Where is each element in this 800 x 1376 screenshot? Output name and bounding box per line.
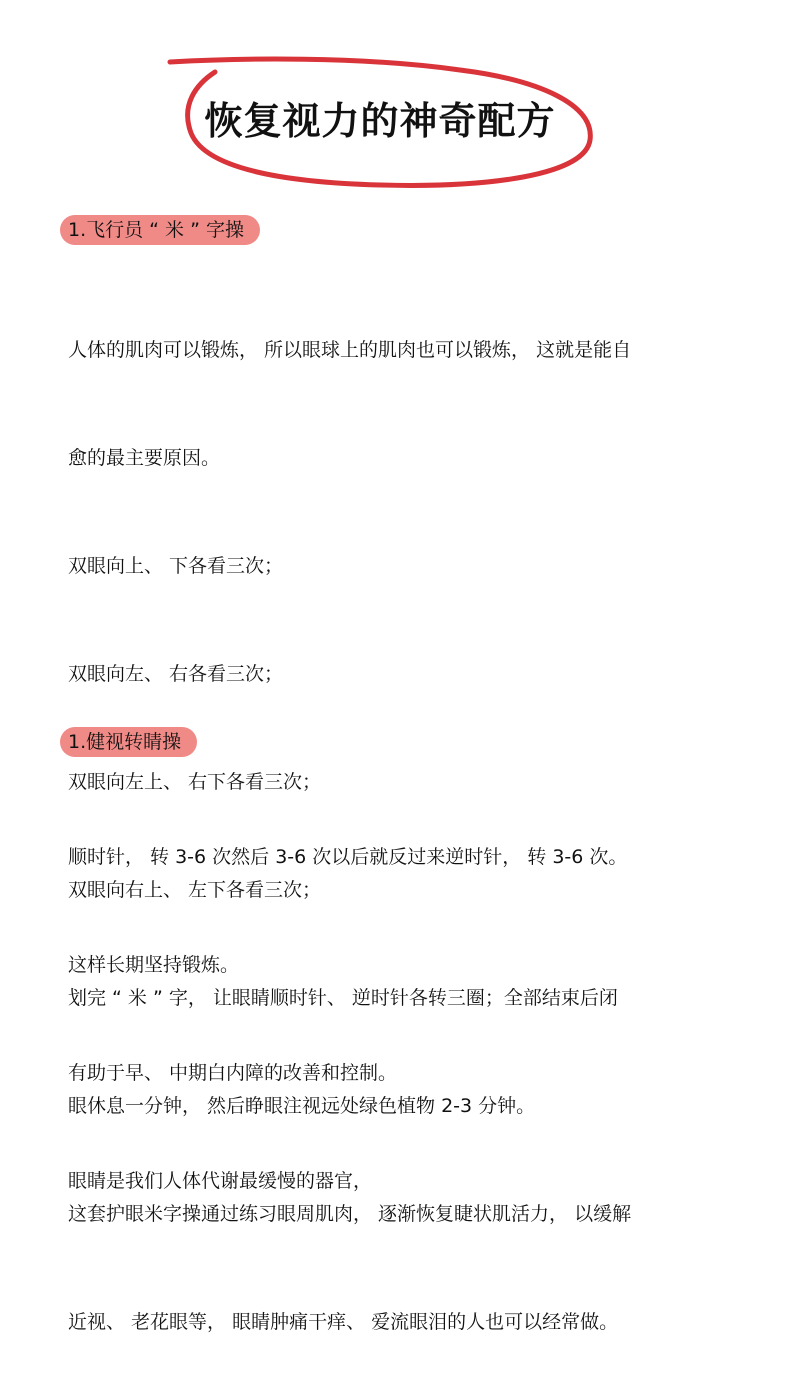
paragraph-line: 顺时针， 转 3-6 次然后 3-6 次以后就反过来逆时针， 转 3-6 次。 [68, 846, 628, 868]
paragraph-line: 双眼向左上、 右下各看三次； [68, 771, 322, 793]
paragraph-line: 眼休息一分钟， 然后睁眼注视远处绿色植物 2-3 分钟。 [68, 1095, 536, 1117]
paragraph-line: 人体的肌肉可以锻炼， 所以眼球上的肌肉也可以锻炼， 这就是能自 [68, 339, 632, 361]
paragraph-line: 近视、 老花眼等， 眼睛肿痛干痒、 爱流眼泪的人也可以经常做。 [68, 1311, 619, 1333]
paragraph-line: 眼睛是我们人体代谢最缓慢的器官， [68, 1170, 373, 1192]
paragraph-line: 有助于早、 中期白内障的改善和控制。 [68, 1062, 398, 1084]
paragraph-line: 划完 “ 米 ” 字， 让眼睛顺时针、 逆时针各转三圈；全部结束后闭 [68, 987, 618, 1009]
paragraph-line: 双眼向左、 右各看三次； [68, 663, 284, 685]
paragraph-line: 双眼向上、 下各看三次； [68, 555, 284, 577]
section-heading-2: 1.健视转睛操 [60, 727, 197, 757]
paragraph-line: 双眼向右上、 左下各看三次； [68, 879, 322, 901]
title-block [160, 50, 600, 200]
section-heading-1: 1.飞行员 “ 米 ” 字操 [60, 215, 260, 245]
paragraph-line: 愈的最主要原因。 [68, 447, 221, 469]
paragraph-line: 这样长期坚持锻炼。 [68, 954, 240, 976]
section-2-body [68, 767, 748, 1235]
page-title: 恢复视力的神奇配方 [204, 99, 556, 143]
paragraph-line: 这套护眼米字操通过练习眼周肌肉， 逐渐恢复睫状肌活力， 以缓解 [68, 1203, 632, 1225]
